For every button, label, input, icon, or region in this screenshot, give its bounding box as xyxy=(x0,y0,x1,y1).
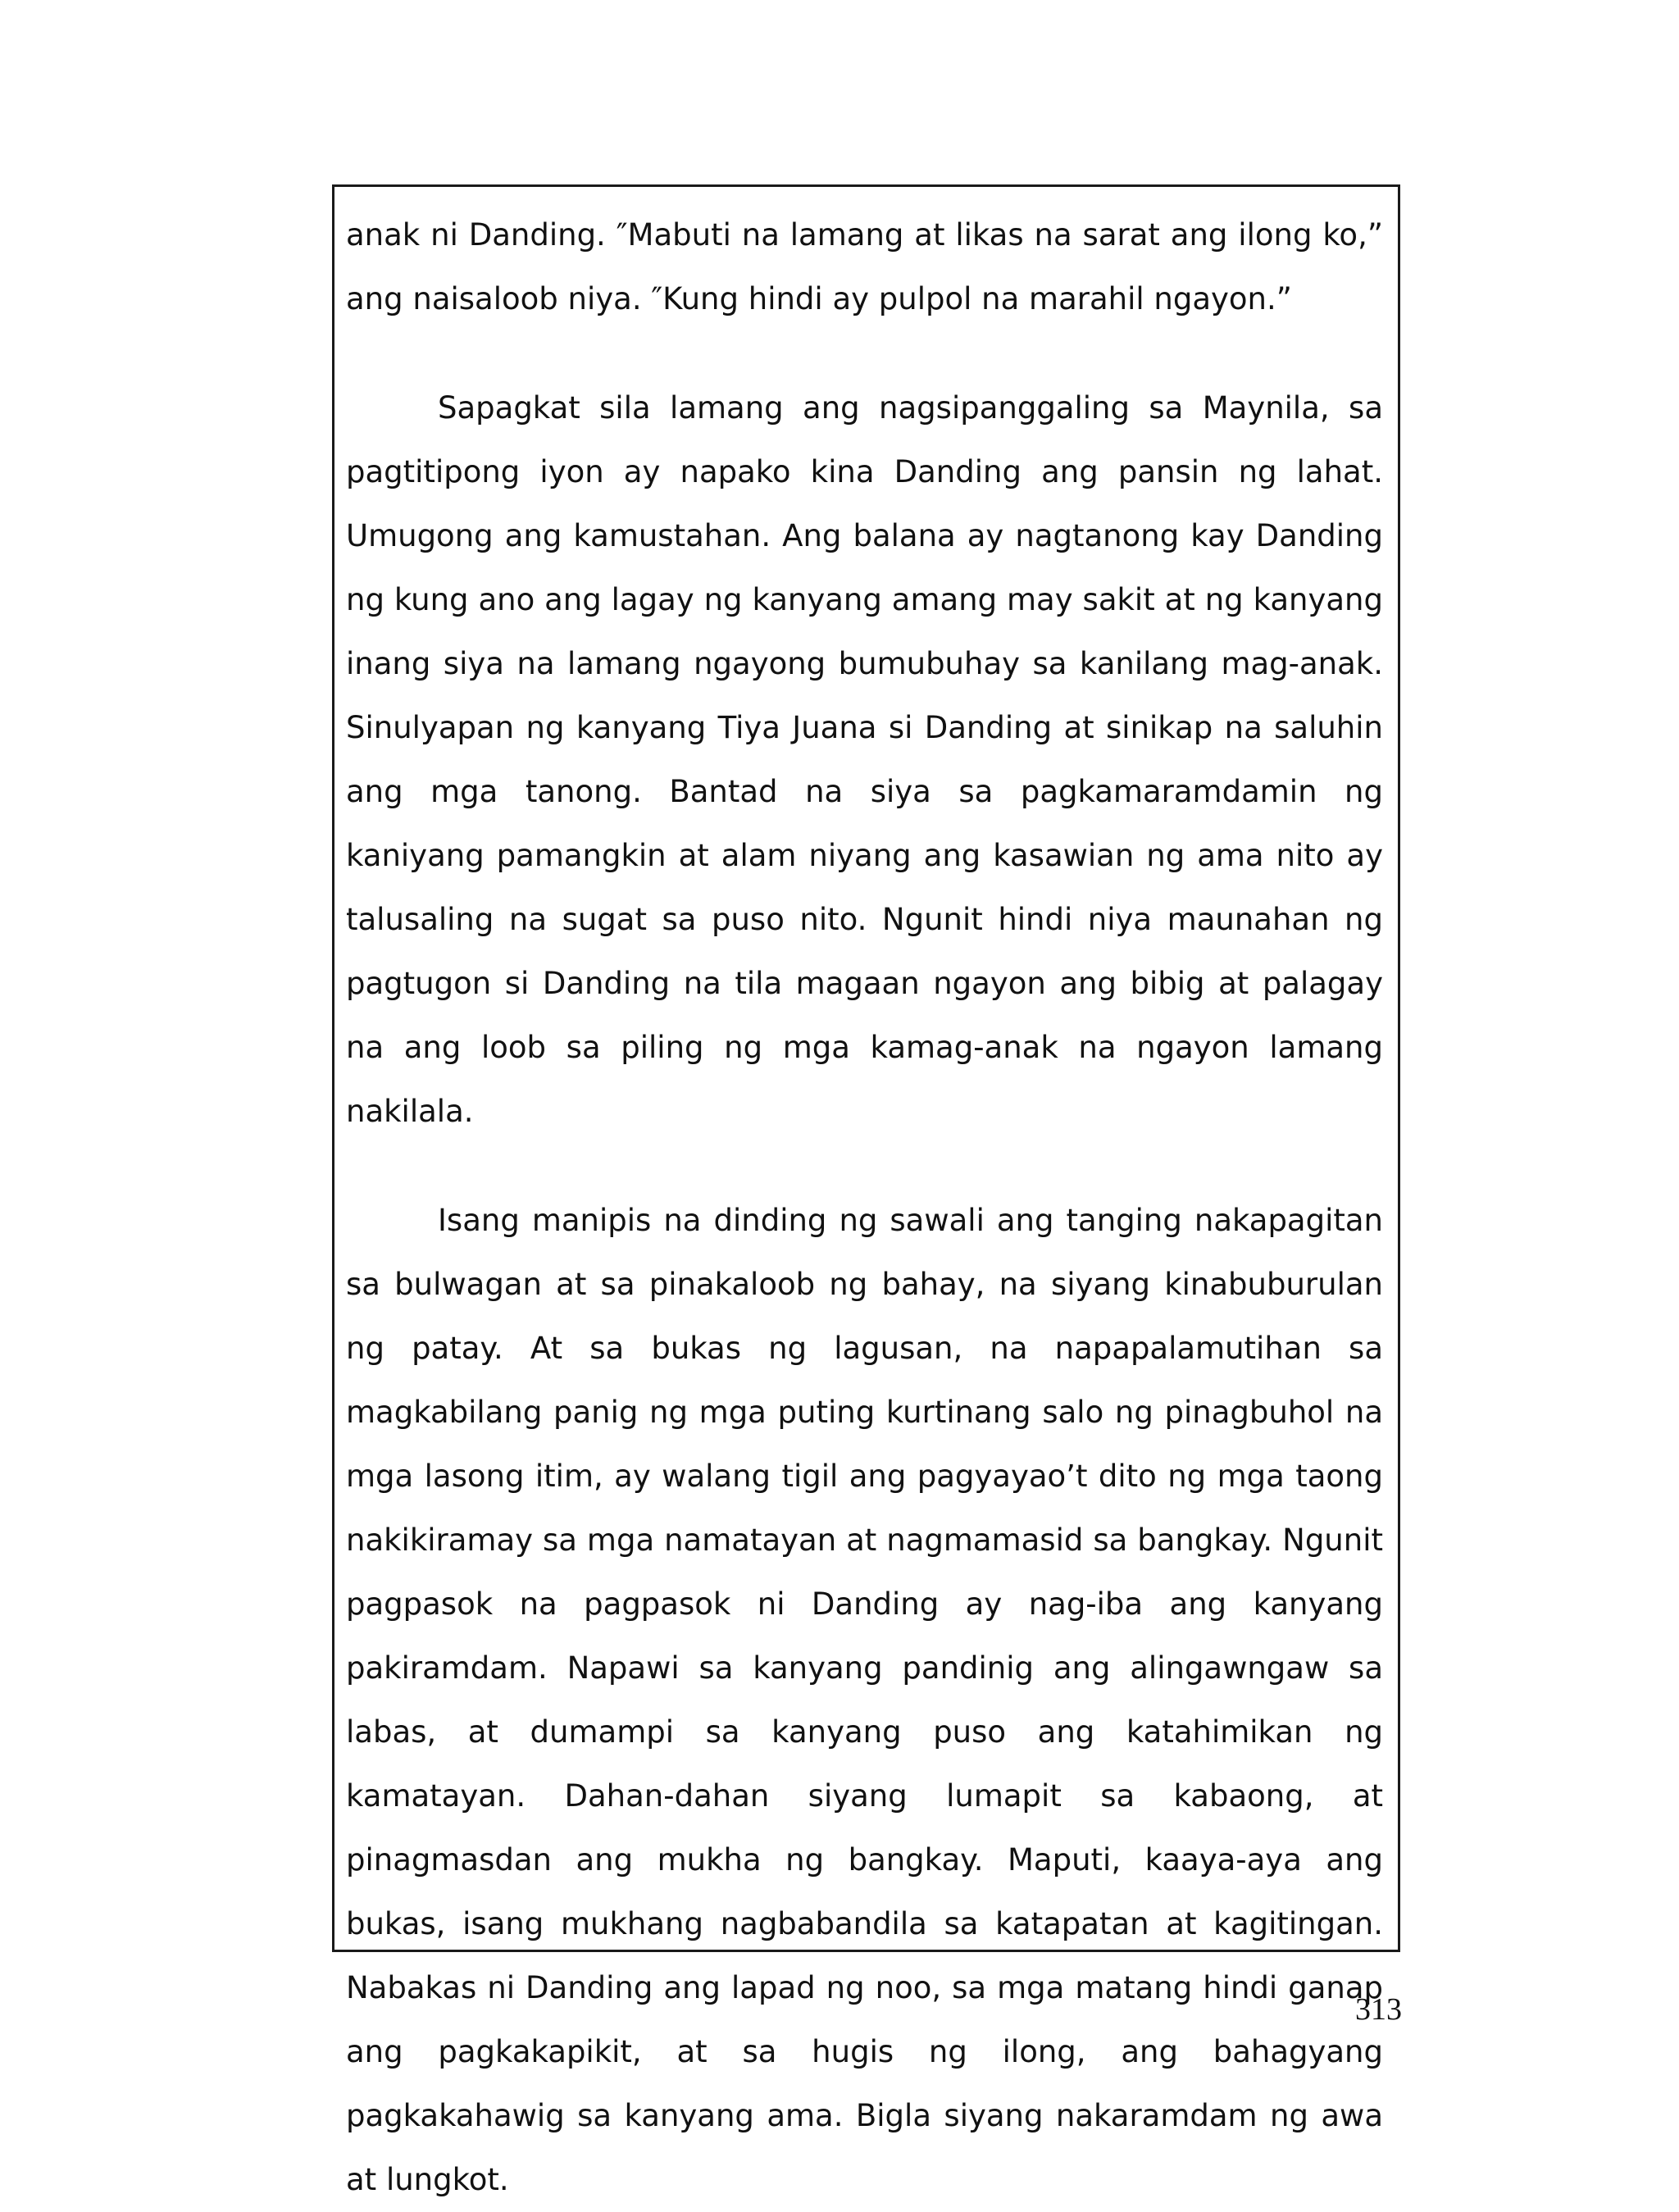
paragraph-1: anak ni Danding. ″Mabuti na lamang at likas na sarat ang ilong ko,” ang naisaloob niya. ″Kung hindi ay pulpol na marahil ngayon.” xyxy=(346,217,1383,316)
paragraph-2: Sapagkat sila lamang ang nagsipanggaling sa Maynila, sa pagtitipong iyon ay napako kina Danding ang pansin ng lahat. Umugong ang kamustahan. Ang balana ay nagtanong kay Danding ng kung ano ang lagay ng kanyang amang may sakit at ng kanyang inang siya na lamang ngayong bumubuhay sa kanilang mag-anak. Sinulyapan ng kanyang Tiya Juana si Danding at sinikap na saluhin ang mga tanong. Bantad na siya sa pagkamaramdamin ng kaniyang pamangkin at alam niyang ang kasawian ng ama nito ay talusaling na sugat sa puso nito. Ngunit hindi niya maunahan ng pagtugon si Danding na tila magaan ngayon ang bibig at palagay na ang loob sa piling ng mga kamag-anak na ngayon lamang nakilala. xyxy=(346,390,1383,1129)
page-number: 313 xyxy=(1355,1992,1402,2027)
paragraph-3: Isang manipis na dinding ng sawali ang tanging nakapagitan sa bulwagan at sa pinakaloob ng bahay, na siyang kinabuburulan ng patay. At sa bukas ng lagusan, na napapalamutihan sa magkabilang panig ng mga puting kurtinang salo ng pinagbuhol na mga lasong itim, ay walang tigil ang pagyayao’t dito ng mga taong nakikiramay sa mga namatayan at nagmamasid sa bangkay. Ngunit pagpasok na pagpasok ni Danding ay nag-iba ang kanyang pakiramdam. Napawi sa kanyang pandinig ang alingawngaw sa labas, at dumampi sa kanyang puso ang katahimikan ng kamatayan. Dahan-dahan siyang lumapit sa kabaong, at pinagmasdan ang mukha ng bangkay. Maputi, kaaya-aya ang bukas, isang mukhang nagbabandila sa katapatan at kagitingan. Nabakas ni Danding ang lapad ng noo, sa mga matang hindi ganap ang pagkakapikit, at sa hugis ng ilong, ang bahagyang pagkakahawig sa kanyang ama. Bigla siyang nakaramdam ng awa at lungkot. xyxy=(346,1203,1383,2197)
